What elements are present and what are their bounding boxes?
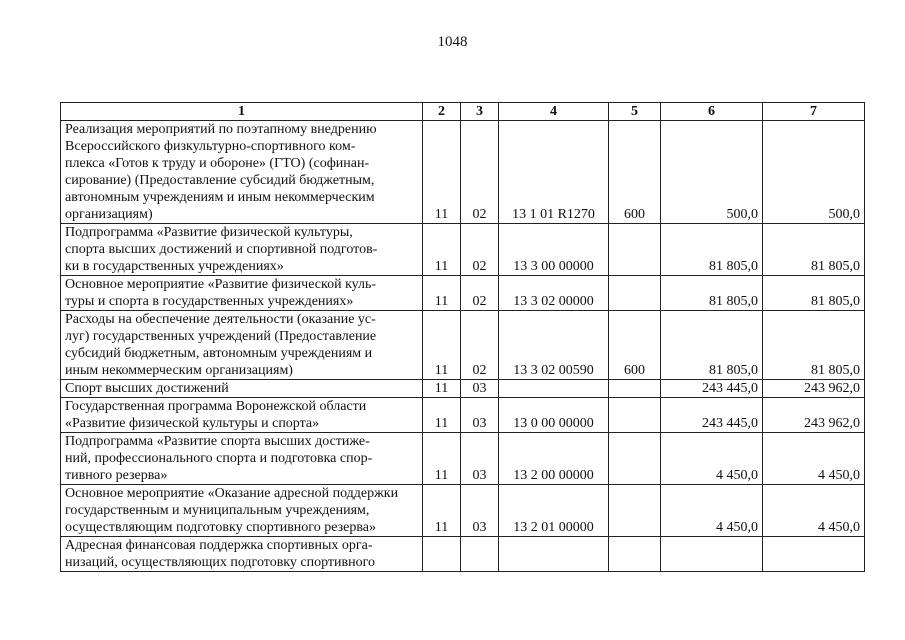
row-description [61, 224, 423, 276]
row-description-line: Подпрограмма «Развитие физической культуры, [65, 225, 353, 240]
amount-year-2 [763, 537, 865, 572]
column-header: 6 [661, 103, 763, 121]
target-article-code: 13 1 01 R1270 [499, 121, 609, 224]
subsection-code: 03 [461, 380, 499, 398]
budget-table [60, 102, 865, 572]
column-header: 4 [499, 103, 609, 121]
amount-year-1: 500,0 [661, 121, 763, 224]
row-description [61, 121, 423, 224]
row-description [61, 276, 423, 311]
table-row [61, 311, 865, 380]
amount-year-1: 81 805,0 [661, 311, 763, 380]
subsection-code: 03 [461, 433, 499, 485]
row-description-line: «Развитие физической культуры и спорта» [65, 416, 320, 431]
subsection-code: 02 [461, 224, 499, 276]
target-article-code: 13 2 00 00000 [499, 433, 609, 485]
row-description-line: Основное мероприятие «Развитие физической куль- [65, 277, 377, 292]
section-code: 11 [423, 224, 461, 276]
column-header: 3 [461, 103, 499, 121]
row-description-line: низаций, осуществляющих подготовку спортивного [65, 555, 376, 570]
row-description-line: Реализация мероприятий по поэтапному внедрению [65, 122, 377, 137]
row-description [61, 537, 423, 572]
row-description-line: Расходы на обеспечение деятельности (оказание ус- [65, 312, 376, 327]
row-description-line: Всероссийского физкультурно-спортивного ком- [65, 139, 356, 154]
amount-year-2: 4 450,0 [763, 433, 865, 485]
amount-year-2: 500,0 [763, 121, 865, 224]
target-article-code: 13 0 00 00000 [499, 398, 609, 433]
amount-year-2: 81 805,0 [763, 276, 865, 311]
column-header: 2 [423, 103, 461, 121]
subsection-code: 02 [461, 121, 499, 224]
table-header-row [61, 103, 865, 121]
amount-year-1: 243 445,0 [661, 398, 763, 433]
row-description [61, 433, 423, 485]
amount-year-1: 81 805,0 [661, 224, 763, 276]
row-description [61, 398, 423, 433]
amount-year-1: 243 445,0 [661, 380, 763, 398]
subsection-code: 02 [461, 311, 499, 380]
amount-year-2: 81 805,0 [763, 224, 865, 276]
row-description-line: автономным учреждениям и иным некоммерческим [65, 190, 375, 205]
section-code: 11 [423, 311, 461, 380]
row-description-line: Государственная программа Воронежской области [65, 399, 367, 414]
expense-type-code [609, 485, 661, 537]
row-description-line: ний, профессионального спорта и подготовка спор- [65, 451, 373, 466]
section-code: 11 [423, 398, 461, 433]
target-article-code [499, 380, 609, 398]
target-article-code: 13 3 02 00000 [499, 276, 609, 311]
row-description-line: Подпрограмма «Развитие спорта высших достиже- [65, 434, 370, 449]
amount-year-2: 81 805,0 [763, 311, 865, 380]
target-article-code: 13 3 00 00000 [499, 224, 609, 276]
section-code: 11 [423, 433, 461, 485]
row-description-line: Основное мероприятие «Оказание адресной поддержки [65, 486, 399, 501]
subsection-code [461, 537, 499, 572]
row-description-line: сирование) (Предоставление субсидий бюджетным, [65, 173, 375, 188]
page-number: 1048 [437, 34, 468, 50]
table-row [61, 224, 865, 276]
amount-year-1: 81 805,0 [661, 276, 763, 311]
row-description-line: спорта высших достижений и спортивной подготов- [65, 242, 378, 257]
row-description-line: плекса «Готов к труду и обороне» (ГТО) (софинан- [65, 156, 370, 171]
subsection-code: 03 [461, 485, 499, 537]
amount-year-2: 4 450,0 [763, 485, 865, 537]
amount-year-1: 4 450,0 [661, 433, 763, 485]
amount-year-1 [661, 537, 763, 572]
section-code [423, 537, 461, 572]
expense-type-code: 600 [609, 311, 661, 380]
section-code: 11 [423, 485, 461, 537]
table-row [61, 537, 865, 572]
section-code: 11 [423, 276, 461, 311]
target-article-code [499, 537, 609, 572]
amount-year-2: 243 962,0 [763, 380, 865, 398]
expense-type-code [609, 537, 661, 572]
expense-type-code: 600 [609, 121, 661, 224]
expense-type-code [609, 276, 661, 311]
expense-type-code [609, 398, 661, 433]
row-description-line: осуществляющим подготовку спортивного резерва» [65, 520, 376, 535]
expense-type-code [609, 224, 661, 276]
row-description-line: Спорт высших достижений [65, 381, 229, 396]
target-article-code: 13 2 01 00000 [499, 485, 609, 537]
row-description [61, 485, 423, 537]
table-row [61, 380, 865, 398]
row-description [61, 311, 423, 380]
amount-year-2: 243 962,0 [763, 398, 865, 433]
column-header: 7 [763, 103, 865, 121]
row-description-line: субсидий бюджетным, автономным учреждениям и [65, 346, 373, 361]
expense-type-code [609, 380, 661, 398]
table-row [61, 398, 865, 433]
row-description-line: организациям) [65, 207, 153, 222]
row-description-line: луг) государственных учреждений (Предоставление [65, 329, 377, 344]
subsection-code: 03 [461, 398, 499, 433]
target-article-code: 13 3 02 00590 [499, 311, 609, 380]
table-row [61, 276, 865, 311]
column-header: 1 [61, 103, 423, 121]
amount-year-1: 4 450,0 [661, 485, 763, 537]
row-description [61, 380, 423, 398]
section-code: 11 [423, 121, 461, 224]
row-description-line: туры и спорта в государственных учреждениях» [65, 294, 354, 309]
row-description-line: ки в государственных учреждениях» [65, 259, 284, 274]
table-row [61, 121, 865, 224]
column-header: 5 [609, 103, 661, 121]
row-description-line: иным некоммерческим организациям) [65, 363, 293, 378]
expense-type-code [609, 433, 661, 485]
section-code: 11 [423, 380, 461, 398]
subsection-code: 02 [461, 276, 499, 311]
table-row [61, 485, 865, 537]
table-row [61, 433, 865, 485]
row-description-line: тивного резерва» [65, 468, 168, 483]
row-description-line: Адресная финансовая поддержка спортивных орга- [65, 538, 373, 553]
row-description-line: государственным и муниципальным учреждениям, [65, 503, 370, 518]
